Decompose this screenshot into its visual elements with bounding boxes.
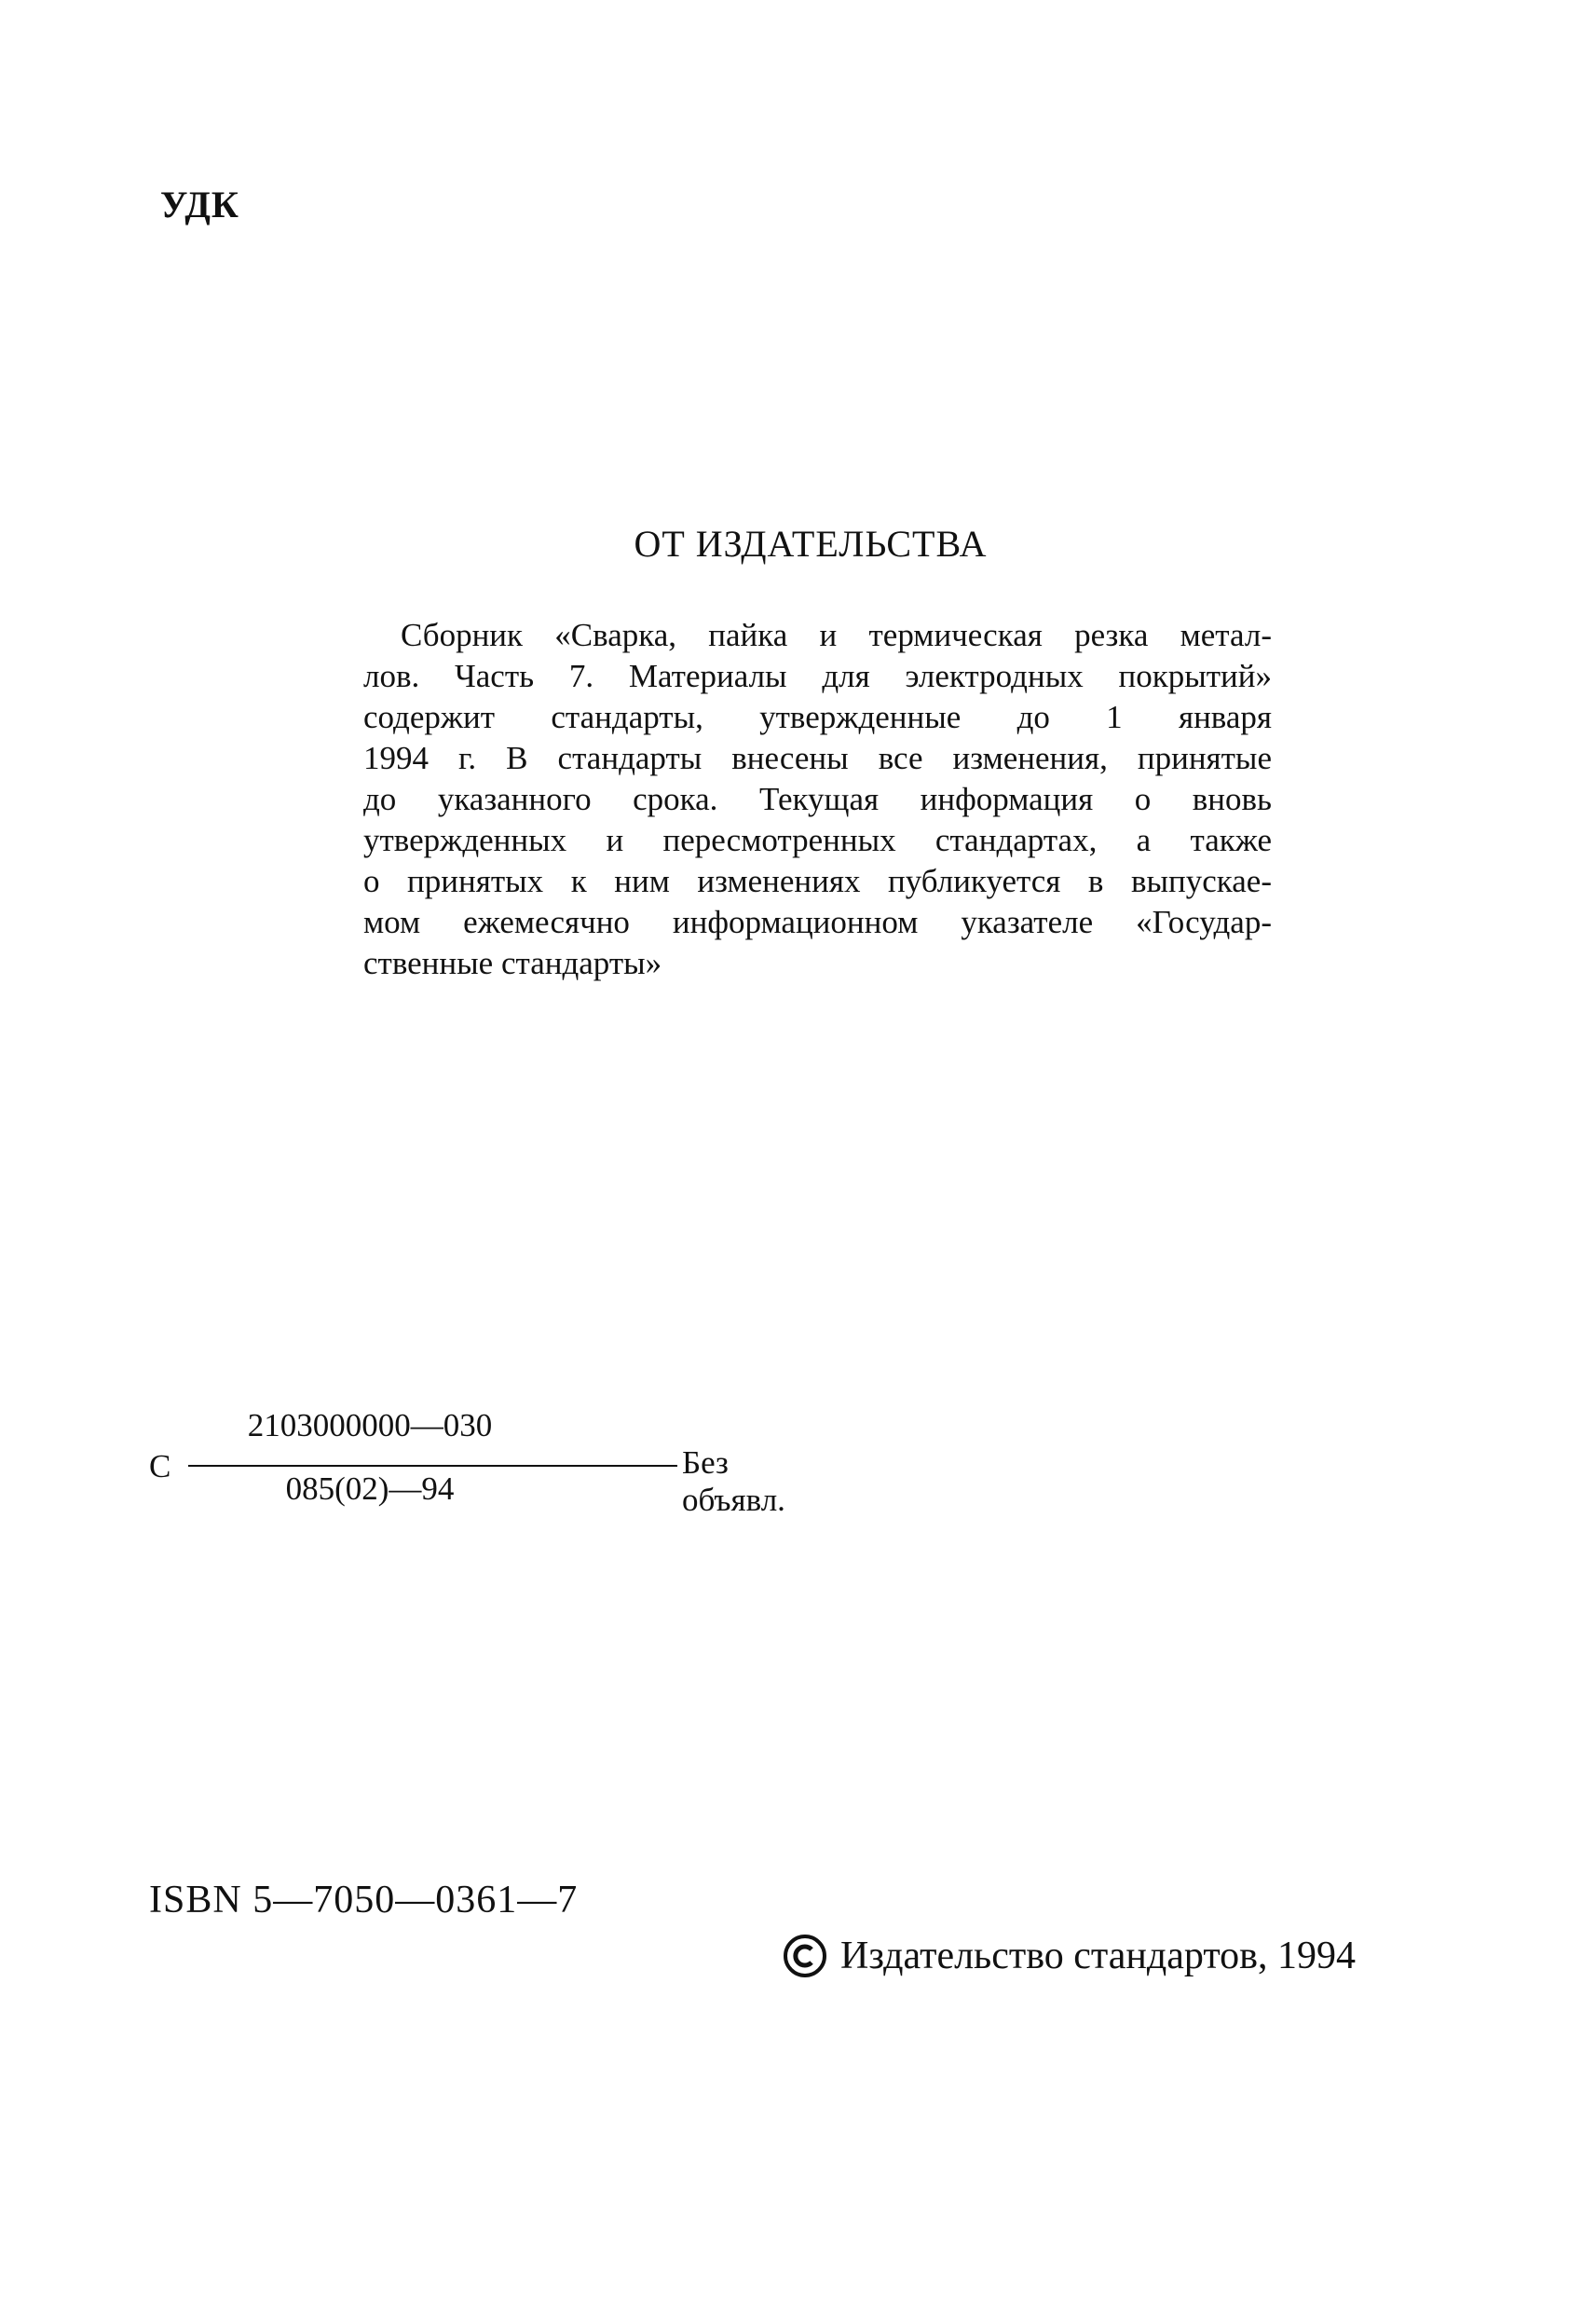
publisher-note-line: ственные стандарты» <box>363 945 662 981</box>
copyright-text: Издательство стандартов, 1994 <box>840 1935 1356 1977</box>
section-title: ОТ ИЗДАТЕЛЬСТВА <box>634 523 988 565</box>
price-note: Без объявл. <box>682 1444 785 1518</box>
isbn: ISBN 5—7050—0361—7 <box>149 1879 579 1921</box>
classification-numerator: 2103000000—030 <box>247 1407 493 1443</box>
classification-letter: С <box>149 1448 171 1484</box>
udk-label: УДК <box>160 184 239 226</box>
publisher-note-line: 1994 г. В стандарты внесены все изменения, принятые <box>363 740 1272 776</box>
publisher-note <box>363 615 1272 984</box>
publisher-note-line: Сборник «Сварка, пайка и термическая резка метал- <box>401 617 1272 653</box>
publisher-note-line: содержит стандарты, утвержденные до 1 января <box>363 699 1272 735</box>
copyright-line <box>783 1934 1356 1978</box>
publisher-note-line: лов. Часть 7. Материалы для электродных покрытий» <box>363 658 1272 694</box>
publisher-note-line: о принятых к ним изменениях публикуется в выпускае- <box>363 863 1272 899</box>
copyright-icon <box>783 1934 827 1978</box>
classification-code <box>149 1407 801 1519</box>
publisher-note-line: мом ежемесячно информационном указателе «Государ- <box>363 904 1272 940</box>
publisher-note-line: утвержденных и пересмотренных стандартах, а также <box>363 822 1272 858</box>
fraction-rule <box>188 1465 677 1467</box>
classification-denominator: 085(02)—94 <box>285 1470 455 1507</box>
publisher-note-line: до указанного срока. Текущая информация о вновь <box>363 781 1272 817</box>
